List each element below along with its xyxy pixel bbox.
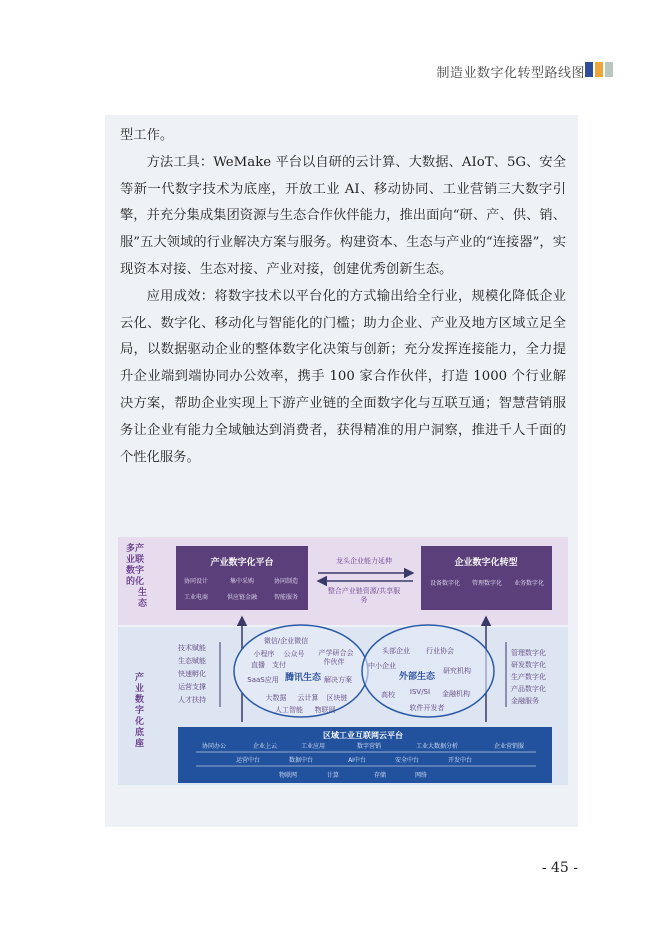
cloud-platform-item: 计算 — [326, 772, 340, 779]
external-item: 中小企业 — [368, 662, 396, 670]
industry-platform-item: 工业电商 — [183, 594, 209, 601]
right-list-item: 生产数字化 — [511, 673, 546, 681]
band-label-foundation: 产业数字化底座 — [135, 673, 145, 749]
industry-platform-item: 协同设计 — [183, 578, 209, 585]
band-label-ecosystem: 多产业联数字的化生态 — [126, 544, 148, 609]
left-list-item: 运营支撑 — [178, 683, 206, 691]
cloud-platform-item: 协同办公 — [201, 743, 227, 750]
right-list-item: 金融服务 — [511, 697, 539, 705]
cloud-platform-item: AI中台 — [348, 757, 366, 764]
tencent-item: 人工智能 — [275, 706, 303, 714]
external-item: 高校 — [381, 691, 395, 699]
tencent-item: 大数据 — [265, 694, 287, 702]
external-item: ISV/SI — [409, 688, 431, 696]
enterprise-transform-box — [421, 546, 552, 610]
industry-platform-item: 供应链金融 — [226, 594, 258, 601]
body-text — [120, 123, 566, 471]
tencent-item: 支付 — [272, 661, 286, 669]
external-item: 行业协会 — [426, 647, 454, 655]
external-item: 金融机构 — [442, 690, 470, 698]
enterprise-transform-item: 设备数字化 — [429, 580, 461, 587]
tencent-item: 直播 — [251, 661, 265, 669]
left-list-item: 生态赋能 — [178, 657, 206, 665]
cloud-platform-item: 开发中台 — [447, 757, 473, 764]
industry-platform-item: 协同制造 — [273, 578, 299, 585]
cloud-platform-item: 数字营销 — [356, 743, 382, 750]
ecosystem-diagram — [118, 537, 568, 785]
enterprise-transform-item: 业务数字化 — [513, 580, 545, 587]
industry-platform-title: 产业数字化平台 — [210, 558, 274, 568]
cloud-platform-item: 数据中台 — [288, 757, 314, 764]
tencent-item: 云计算 — [297, 694, 319, 702]
cloud-platform-item: 企业上云 — [252, 743, 278, 750]
external-item: 研究机构 — [443, 667, 471, 675]
right-list-item: 研发数字化 — [511, 661, 546, 669]
header-bar-blue — [585, 62, 593, 77]
cloud-platform-item: 网络 — [414, 772, 428, 779]
external-title: 外部生态 — [398, 672, 436, 682]
cloud-platform-item: 工业大数据分析 — [415, 743, 459, 750]
left-list-item: 人才扶持 — [178, 696, 206, 704]
tencent-item: 公众号 — [283, 650, 305, 658]
header-bar-orange — [595, 62, 603, 77]
tencent-item: 微信/企业微信 — [263, 637, 309, 645]
left-list-item: 快速孵化 — [178, 670, 206, 678]
tencent-item: 解决方案 — [324, 676, 352, 684]
external-item: 头部企业 — [382, 647, 410, 655]
industry-platform-item: 集中采购 — [229, 578, 255, 585]
tencent-item: 区块链 — [326, 694, 348, 702]
right-list-item: 产品数字化 — [511, 685, 546, 693]
enterprise-transform-title: 企业数字化转型 — [454, 558, 518, 568]
right-list-item: 管理数字化 — [511, 649, 546, 657]
page-header-title: 制造业数字化转型路线图 — [436, 66, 585, 81]
cloud-platform-item: 安全中台 — [394, 757, 420, 764]
external-item: 软件开发者 — [409, 704, 445, 712]
paragraph: 方法工具：WeMake 平台以自研的云计算、大数据、AIoT、5G、安全等新一代数字技术为底座，开放工业 AI、移动协同、工业营销三大数字引擎，并充分集成集团资源与生态合作伙伴能力，推出面向“研、产、供、销、服”五大领域的行业解决方案与服务。构建资本、生态与产业的“连接器”，实现资本对接、生态对接、产业对接，创建优秀创新生态。 — [120, 154, 566, 277]
industry-platform-item: 智能服务 — [273, 594, 299, 601]
paragraph: 型工作。 — [120, 128, 174, 143]
tencent-item: 产学研合会 — [318, 649, 354, 657]
header-bar-green — [605, 62, 613, 77]
tencent-item: 作伙伴 — [323, 658, 345, 666]
arrow-label-bottom: 务 — [360, 596, 368, 604]
cloud-platform-item: 运营中台 — [235, 757, 261, 764]
tencent-item: SaaS应用 — [247, 676, 279, 684]
arrow-label-bottom: 整合产业链资源/共享服 — [327, 587, 401, 595]
paragraph: 应用成效：将数字技术以平台化的方式输出给全行业，规模化降低企业云化、数字化、移动化与智能化的门槛；助力企业、产业及地方区域立足全局，以数据驱动企业的整体数字化决策与创新；充分发挥连接能力，全力提升企业端到端协同办公效率，携手 100 家合作伙伴，打造 1000 个行业解决方案，帮助企业实现上下游产业链的全面数字化与互联互通；智慧营销服务让企业有能力全域触达到消费者，获得精准的用户洞察，推进千人千面的个性化服务。 — [120, 288, 566, 465]
tencent-item: 物联网 — [314, 706, 336, 714]
cloud-platform-item: 企业营销服 — [493, 743, 525, 750]
page-number: - 45 - — [541, 860, 578, 876]
cloud-platform-item: 工业应用 — [300, 743, 326, 750]
tencent-item: 小程序 — [253, 650, 275, 658]
header-color-bars — [585, 62, 613, 77]
arrow-label-top: 龙头企业能力延伸 — [336, 557, 392, 565]
cloud-platform-item: 存储 — [373, 772, 387, 779]
tencent-title: 腾讯生态 — [284, 673, 322, 683]
enterprise-transform-item: 管理数字化 — [471, 580, 503, 587]
left-list-item: 技术赋能 — [178, 644, 206, 652]
cloud-platform-item: 物联网 — [278, 772, 298, 779]
cloud-platform-title: 区域工业互联网云平台 — [323, 731, 403, 740]
